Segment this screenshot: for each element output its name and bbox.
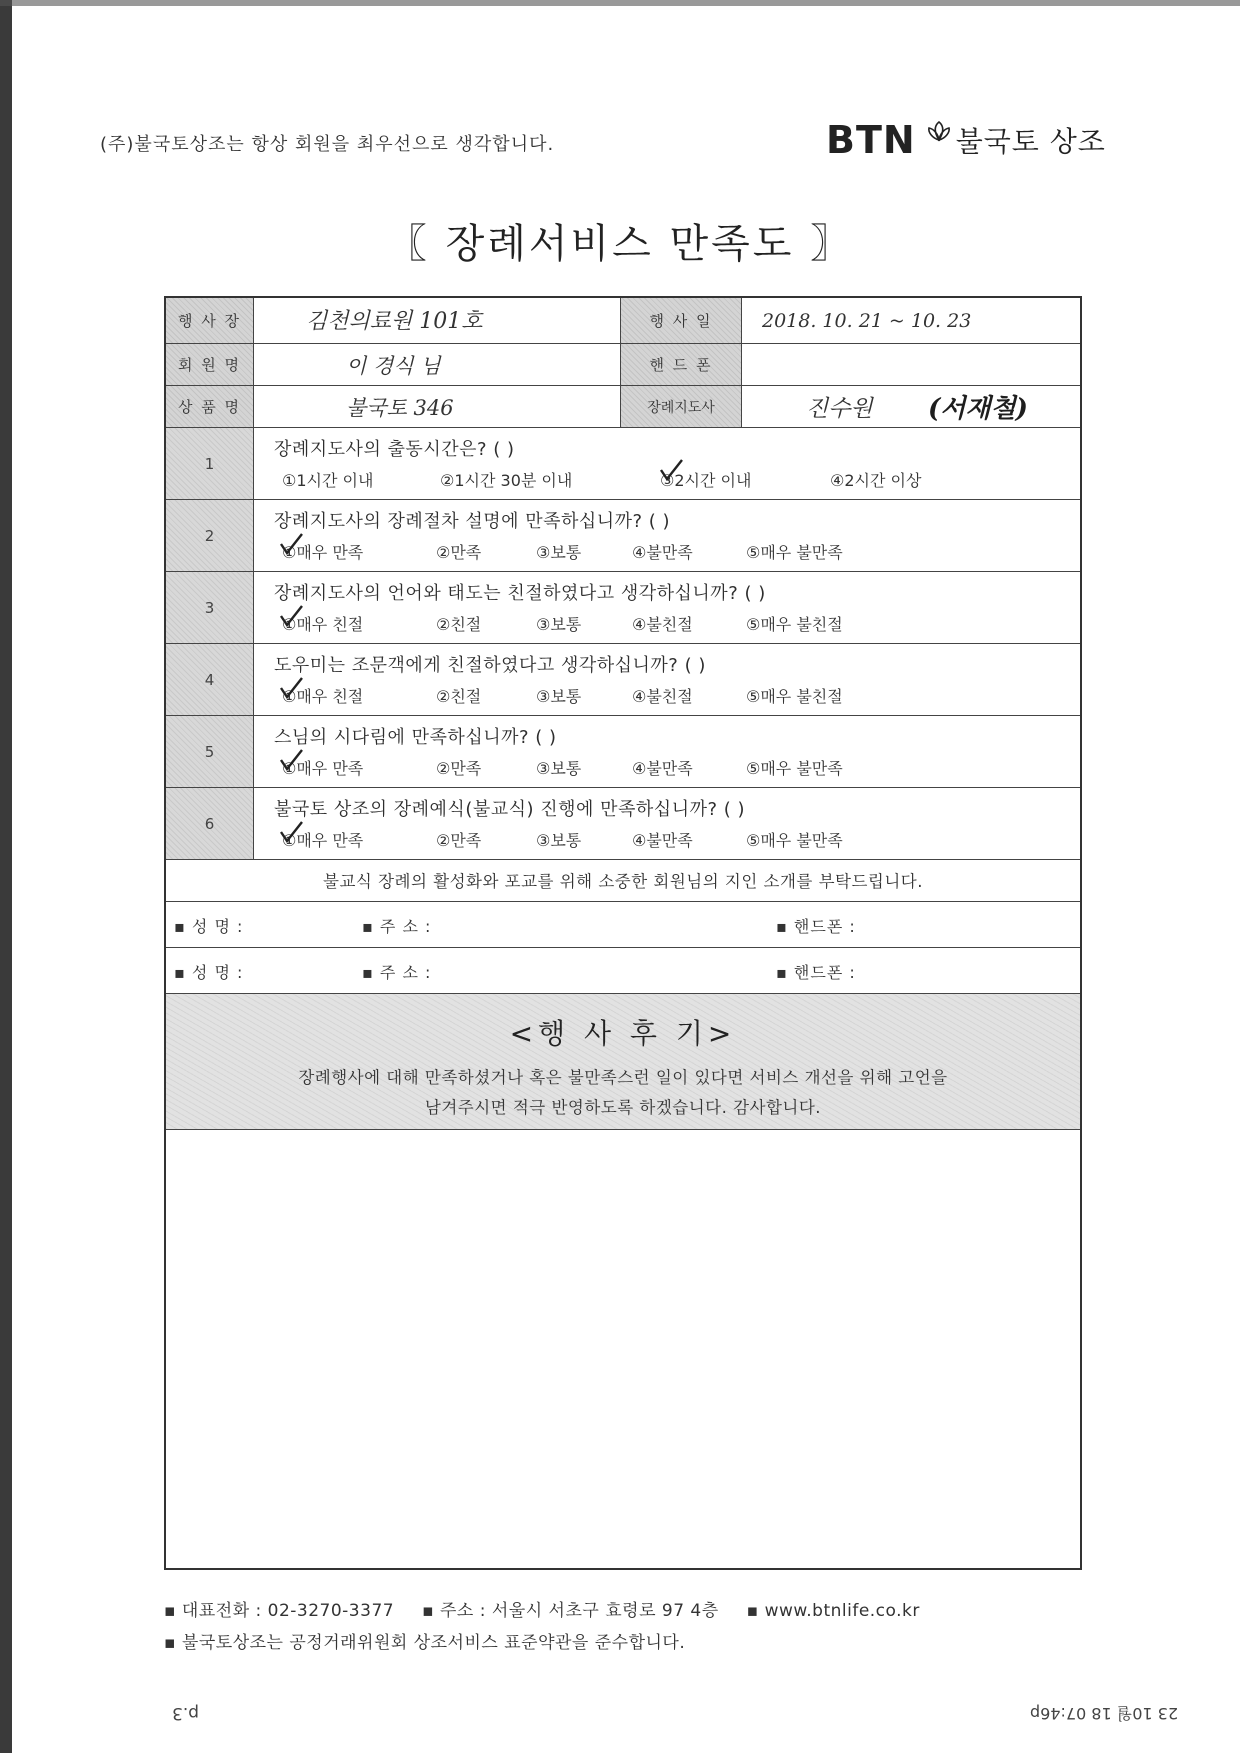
option-1[interactable]: ①매우 만족 (282, 831, 364, 850)
option-3[interactable]: ③보통 (536, 759, 582, 778)
review-writing-area[interactable] (166, 1130, 1080, 1568)
option-2[interactable]: ②만족 (436, 759, 482, 778)
checkmark-icon (278, 820, 304, 844)
info-row-product (166, 386, 1080, 428)
info-row-venue (166, 298, 1080, 344)
review-note-line1: 장례행사에 대해 만족하셨거나 혹은 불만족스런 일이 있다면 서비스 개선을 위해 고언을 (298, 1068, 948, 1087)
option-5[interactable]: ⑤매우 불만족 (746, 759, 843, 778)
question-number: 3 (166, 572, 254, 643)
option-3[interactable]: ③보통 (536, 687, 582, 706)
option-4[interactable]: ④불친절 (632, 687, 693, 706)
option-2[interactable]: ②만족 (436, 543, 482, 562)
question-text: 불국토 상조의 장례예식(불교식) 진행에 만족하십니까? ( ) (274, 799, 746, 820)
checkmark-icon (278, 676, 304, 700)
question-row-1 (166, 428, 1080, 500)
option-5[interactable]: ⑤매우 불만족 (746, 543, 843, 562)
info-row-member (166, 344, 1080, 386)
referral-notice-row (166, 860, 1080, 902)
fax-timestamp: 23 10월 18 07:46p (1030, 1704, 1179, 1723)
option-3[interactable]: ③보통 (536, 615, 582, 634)
question-row-5 (166, 716, 1080, 788)
question-number: 4 (166, 644, 254, 715)
product-value[interactable]: 불국토 346 (346, 396, 454, 420)
option-4[interactable]: ④불만족 (632, 543, 693, 562)
checkmark-icon (658, 458, 684, 482)
option-4[interactable]: ④불만족 (632, 831, 693, 850)
question-text: 도우미는 조문객에게 친절하였다고 생각하십니까? ( ) (274, 655, 706, 676)
page-number: p.3 (172, 1703, 200, 1723)
director-extra[interactable]: (서재철) (928, 394, 1028, 424)
question-row-4 (166, 644, 1080, 716)
director-label: 장례지도사 (620, 386, 742, 427)
option-1[interactable]: ①매우 만족 (282, 543, 364, 562)
referral-row-1 (166, 902, 1080, 948)
review-title: <행 사 후 기> (509, 1017, 737, 1050)
member-value[interactable]: 이 경식 님 (346, 354, 441, 378)
option-1[interactable]: ①매우 친절 (282, 687, 364, 706)
footer-website[interactable]: ▪ www.btnlife.co.kr (746, 1601, 920, 1621)
lotus-icon (924, 120, 954, 146)
logo-brand: BTN (826, 118, 916, 162)
company-logo (826, 118, 1106, 162)
product-label: 상 품 명 (166, 386, 254, 427)
question-text: 장례지도사의 장례절차 설명에 만족하십니까? ( ) (274, 511, 671, 532)
review-header (166, 994, 1080, 1130)
question-number: 6 (166, 788, 254, 859)
referral-name-label[interactable]: ▪ 성 명 : (174, 963, 244, 982)
review-note-line2: 남겨주시면 적극 반영하도록 하겠습니다. 감사합니다. (424, 1098, 822, 1117)
option-5[interactable]: ⑤매우 불친절 (746, 615, 843, 634)
question-row-2 (166, 500, 1080, 572)
option-1[interactable]: ①매우 친절 (282, 615, 364, 634)
date-value[interactable]: 2018. 10. 21 ~ 10. 23 (762, 310, 972, 332)
phone-value-redacted[interactable] (744, 346, 1080, 384)
option-2[interactable]: ②1시간 30분 이내 (440, 471, 573, 490)
footer-address: ▪ 주소 : 서울시 서초구 효령로 97 4층 (422, 1601, 719, 1621)
footer-contact (164, 1596, 920, 1621)
option-1[interactable]: ①1시간 이내 (282, 471, 374, 490)
survey-form (164, 296, 1082, 1570)
scan-edge-top (0, 0, 1240, 6)
checkmark-icon (278, 532, 304, 556)
checkmark-icon (278, 748, 304, 772)
option-4[interactable]: ④불친절 (632, 615, 693, 634)
option-4[interactable]: ④2시간 이상 (830, 471, 922, 490)
question-number: 5 (166, 716, 254, 787)
option-3[interactable]: ③보통 (536, 543, 582, 562)
option-5[interactable]: ⑤매우 불만족 (746, 831, 843, 850)
footer-phone: ▪ 대표전화 : 02-3270-3377 (164, 1601, 395, 1621)
referral-name-label[interactable]: ▪ 성 명 : (174, 917, 244, 936)
question-number: 2 (166, 500, 254, 571)
venue-value[interactable]: 김천의료원 101호 (306, 309, 483, 334)
option-2[interactable]: ②친절 (436, 615, 482, 634)
question-row-3 (166, 572, 1080, 644)
referral-phone-label[interactable]: ▪ 핸드폰 : (776, 963, 856, 982)
question-row-6 (166, 788, 1080, 860)
option-2[interactable]: ②만족 (436, 831, 482, 850)
option-3[interactable]: ③2시간 이내 (660, 471, 752, 490)
question-text: 장례지도사의 언어와 태도는 친절하였다고 생각하십니까? ( ) (274, 583, 766, 604)
referral-address-label[interactable]: ▪ 주 소 : (362, 917, 432, 936)
question-number: 1 (166, 428, 254, 499)
footer-notice: ▪ 불국토상조는 공정거래위원회 상조서비스 표준약관을 준수합니다. (164, 1633, 686, 1653)
header-slogan: (주)불국토상조는 항상 회원을 최우선으로 생각합니다. (100, 134, 555, 155)
option-3[interactable]: ③보통 (536, 831, 582, 850)
date-label: 행 사 일 (620, 298, 742, 343)
director-value[interactable]: 진수원 (806, 396, 873, 422)
option-2[interactable]: ②친절 (436, 687, 482, 706)
option-1[interactable]: ①매우 만족 (282, 759, 364, 778)
question-text: 스님의 시다림에 만족하십니까? ( ) (274, 727, 557, 748)
venue-label: 행 사 장 (166, 298, 254, 343)
option-5[interactable]: ⑤매우 불친절 (746, 687, 843, 706)
page-title: 〖 장례서비스 만족도 〗 (386, 221, 854, 267)
question-text: 장례지도사의 출동시간은? ( ) (274, 439, 515, 460)
referral-row-2 (166, 948, 1080, 994)
referral-address-label[interactable]: ▪ 주 소 : (362, 963, 432, 982)
referral-phone-label[interactable]: ▪ 핸드폰 : (776, 917, 856, 936)
phone-label: 핸 드 폰 (620, 344, 742, 385)
referral-notice: 불교식 장례의 활성화와 포교를 위해 소중한 회원님의 지인 소개를 부탁드립니다. (323, 872, 923, 891)
member-label: 회 원 명 (166, 344, 254, 385)
option-4[interactable]: ④불만족 (632, 759, 693, 778)
logo-name: 불국토 상조 (955, 125, 1106, 158)
checkmark-icon (278, 604, 304, 628)
